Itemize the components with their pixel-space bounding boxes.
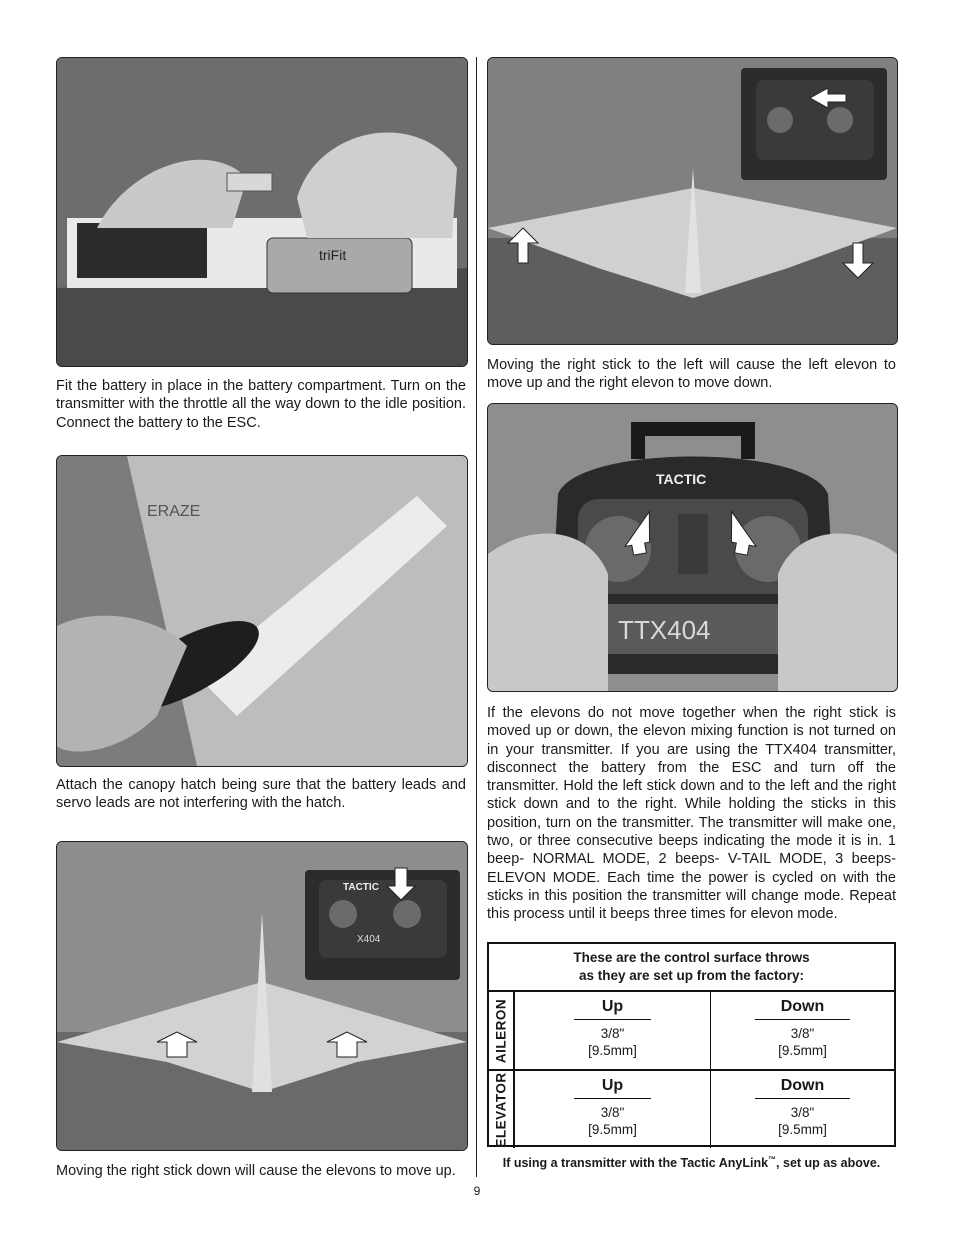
elevator-row bbox=[489, 1071, 894, 1148]
elevator-up-metric: [9.5mm] bbox=[588, 1122, 637, 1137]
throws-title-line1: These are the control surface throws bbox=[573, 950, 810, 965]
anylink-note-text: If using a transmitter with the Tactic AnyLink bbox=[502, 1156, 769, 1171]
canopy-caption: Attach the canopy hatch being sure that the battery leads and servo leads are not interfering with the hatch. bbox=[56, 777, 466, 812]
mixing-caption: If the elevons do not move together when the right stick is moved up or down, the elevon mixing function is not turned on in your transmitter. If you are using the TTX404 transmitter, disconnect the battery from the ESC and turn off the transmitter. Hold the left stick down and to the left and the right stick down and to the right. While holding the sticks in this position, turn on the transmitter. The transmitter will make one, two, or three consecutive beeps indicating the mode it is in. 1 beep- NORMAL MODE, 2 beeps- V-TAIL MODE, 3 beeps- ELEVON MODE. Each time the power is cycled on with the sticks in this position the transmitter will change mode. Repeat this process until it beeps three times for elevon mode. bbox=[487, 705, 896, 923]
aileron-down-metric: [9.5mm] bbox=[778, 1043, 827, 1058]
battery-install-illustration bbox=[57, 58, 467, 366]
aileron-up-cell bbox=[515, 992, 711, 1069]
aileron-up-value: 3/8" bbox=[600, 1026, 625, 1041]
anylink-note-end: , set up as above. bbox=[776, 1156, 881, 1171]
transmitter-model: TTX404 bbox=[618, 615, 711, 645]
elevator-label: ELEVATOR bbox=[493, 1071, 509, 1148]
aileron-up-header: Up bbox=[574, 998, 651, 1020]
aileron-row bbox=[489, 992, 894, 1071]
throws-table-title bbox=[489, 944, 894, 992]
battery-caption: Fit the battery in place in the battery compartment. Turn on the transmitter with the throttle all the way down to the idle position. Connect the battery to the ESC. bbox=[56, 378, 466, 431]
battery-install-photo bbox=[56, 57, 468, 367]
aileron-label-cell bbox=[489, 992, 515, 1069]
transmitter-brand: TACTIC bbox=[656, 471, 707, 487]
aileron-down-header: Down bbox=[755, 998, 851, 1020]
canopy-photo bbox=[56, 455, 468, 767]
transmitter-illustration bbox=[488, 404, 897, 691]
aileron-down-value: 3/8" bbox=[790, 1026, 815, 1041]
elevator-down-value: 3/8" bbox=[790, 1105, 815, 1120]
elevons-up-photo bbox=[56, 841, 468, 1151]
stick-left-photo bbox=[487, 57, 898, 345]
elevator-down-header: Down bbox=[755, 1077, 851, 1099]
page-number: 9 bbox=[473, 1184, 481, 1198]
elevator-down-metric: [9.5mm] bbox=[778, 1122, 827, 1137]
anylink-note bbox=[487, 1155, 896, 1170]
stick-left-caption: Moving the right stick to the left will cause the left elevon to move up and the right elevon to move down. bbox=[487, 357, 896, 392]
battery-brand-label: triFit bbox=[319, 247, 347, 263]
elevator-up-cell bbox=[515, 1071, 711, 1148]
elevator-label-cell bbox=[489, 1071, 515, 1148]
stick-down-caption: Moving the right stick down will cause the elevons to move up. bbox=[56, 1163, 456, 1179]
canopy-illustration bbox=[57, 456, 467, 766]
canopy-wing-label: ERAZE bbox=[147, 503, 201, 520]
throws-title-line2: as they are set up from the factory: bbox=[578, 968, 805, 983]
elevator-down-cell bbox=[711, 1071, 894, 1148]
aileron-label: AILERON bbox=[493, 998, 509, 1063]
transmitter-photo bbox=[487, 403, 898, 692]
inset-transmitter-brand: TACTIC bbox=[343, 882, 379, 893]
trademark-mark: ™ bbox=[768, 1155, 777, 1164]
stick-left-illustration bbox=[488, 58, 897, 344]
inset-transmitter-model: X404 bbox=[357, 934, 381, 945]
elevons-up-illustration bbox=[57, 842, 467, 1150]
elevator-up-header: Up bbox=[574, 1077, 651, 1099]
elevator-up-value: 3/8" bbox=[600, 1105, 625, 1120]
control-throws-table bbox=[487, 942, 896, 1147]
aileron-up-metric: [9.5mm] bbox=[588, 1043, 637, 1058]
aileron-down-cell bbox=[711, 992, 894, 1069]
column-divider bbox=[476, 57, 477, 1177]
